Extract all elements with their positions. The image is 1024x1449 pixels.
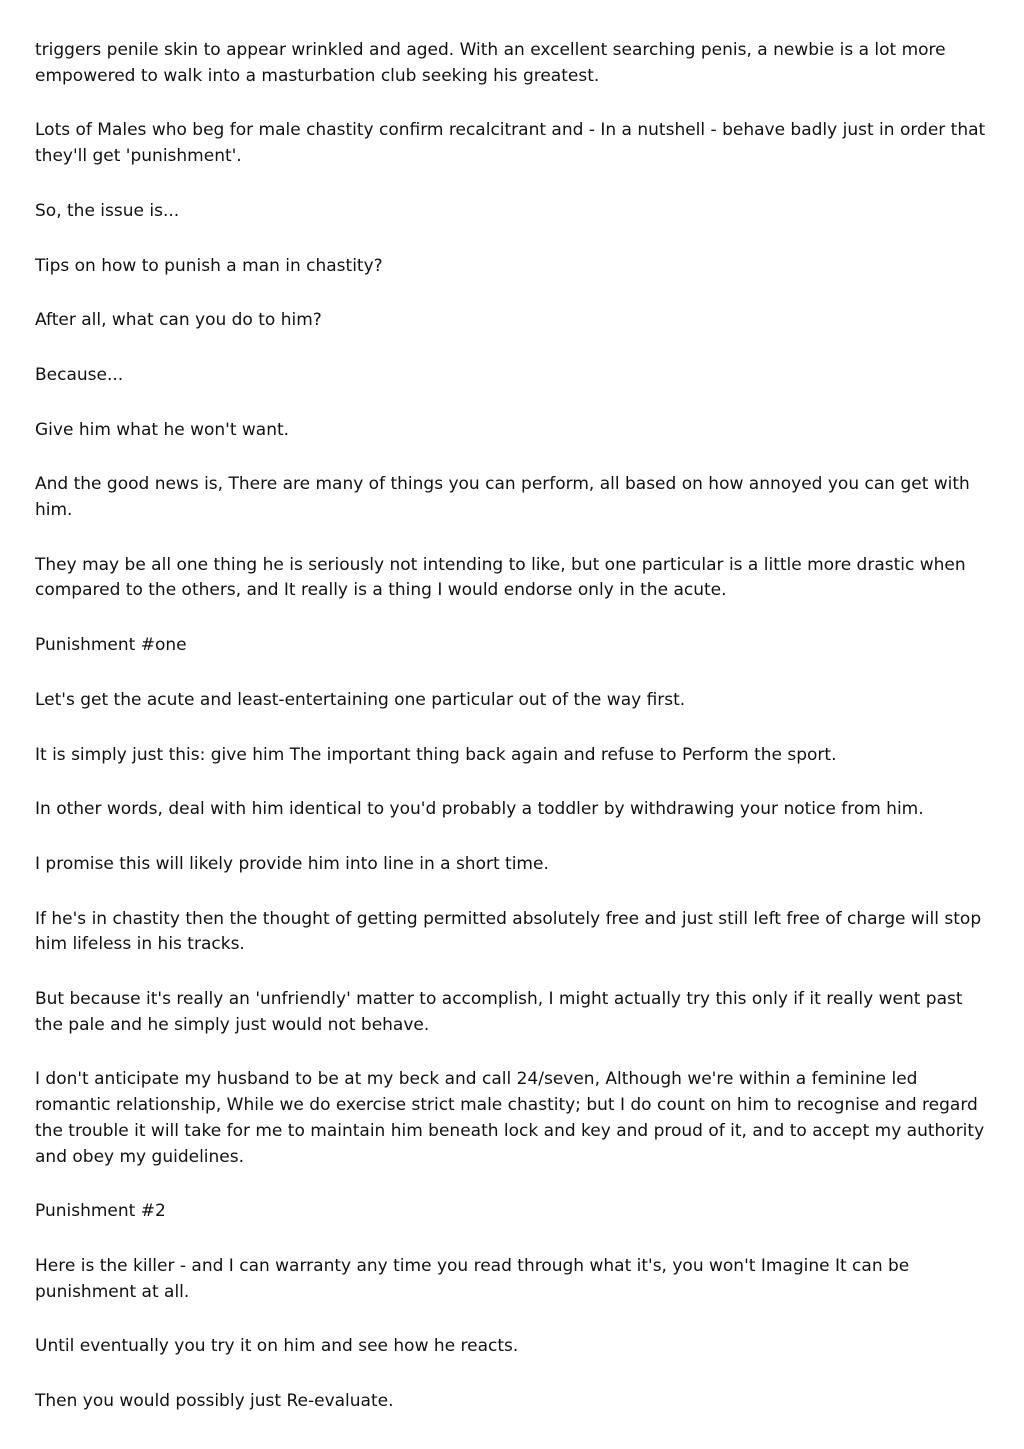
paragraph: In other words, deal with him identical to you'd probably a toddler by withdrawing your notice from him.	[35, 799, 924, 820]
section-heading: Punishment #one	[35, 635, 187, 656]
paragraph: After all, what can you do to him?	[35, 310, 322, 331]
paragraph: Lots of Males who beg for male chastity confirm recalcitrant and - In a nutshell - behave badly just in order that they'll get 'punishment'.	[35, 120, 986, 167]
paragraph: So, the issue is...	[35, 200, 180, 221]
paragraph: Here is the killer - and I can warranty any time you read through what it's, you won't Imagine It can be punishment at all.	[35, 1255, 910, 1302]
paragraph: triggers penile skin to appear wrinkled and aged. With an excellent searching penis, a newbie is a lot more empowered to walk into a masturbation club seeking his greatest.	[35, 40, 946, 86]
paragraph: If he's in chastity then the thought of getting permitted absolutely free and just still left free of charge will stop him lifeless in his tracks.	[35, 908, 982, 955]
document-body	[35, 38, 995, 1444]
paragraph: Then you would possibly just Re-evaluate.	[35, 1391, 394, 1412]
paragraph: And the good news is, There are many of things you can perform, all based on how annoyed you can get with him.	[35, 474, 970, 521]
paragraph: Let's get the acute and least-entertaining one particular out of the way first.	[35, 689, 686, 710]
paragraph: Because...	[35, 364, 124, 385]
section-heading: Punishment #2	[35, 1201, 166, 1222]
paragraph: It is simply just this: give him The important thing back again and refuse to Perform the sport.	[35, 744, 837, 765]
paragraph: But because it's really an 'unfriendly' matter to accomplish, I might actually try this only if it really went past the pale and he simply just would not behave.	[35, 989, 963, 1035]
paragraph: They may be all one thing he is seriously not intending to like, but one particular is a little more drastic when compared to the others, and It really is a thing I would endorse only in the acute.	[35, 554, 966, 601]
paragraph: I don't anticipate my husband to be at my beck and call 24/seven, Although we're within a feminine led romantic relationship, While we do exercise strict male chastity; but I do count on him to recognise and regard the trouble it will take for me to maintain him beneath lock and key and proud of it, and to accept my authority and obey my guidelines.	[35, 1069, 985, 1167]
paragraph: Tips on how to punish a man in chastity?	[35, 255, 383, 276]
paragraph: Until eventually you try it on him and see how he reacts.	[35, 1336, 519, 1357]
paragraph: I promise this will likely provide him into line in a short time.	[35, 853, 549, 874]
paragraph: Give him what he won't want.	[35, 419, 290, 440]
